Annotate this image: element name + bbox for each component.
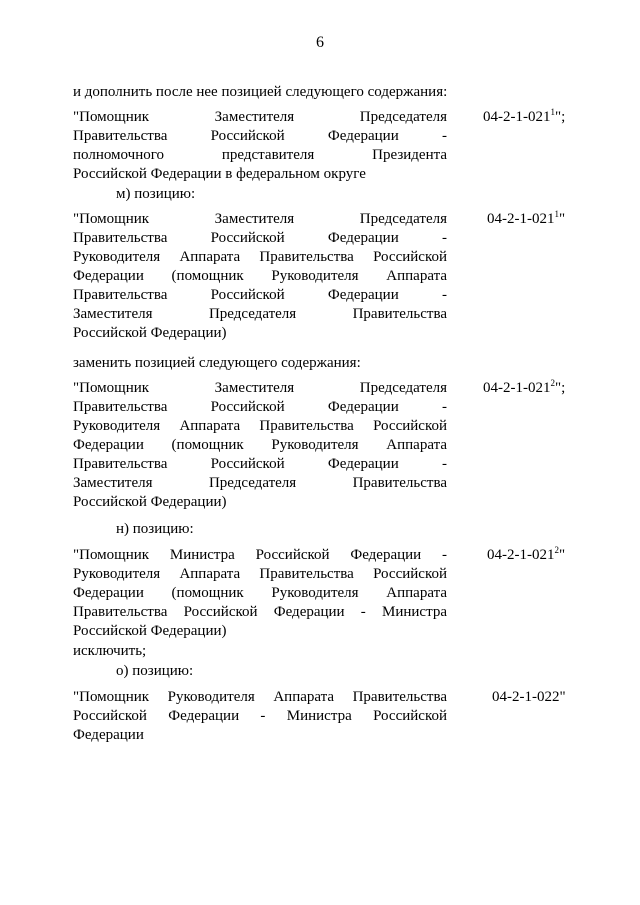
position-name (73, 108, 447, 184)
position-name-line: Российской Федерации) (73, 494, 227, 510)
position-name-line: "Помощник Заместителя Председателя (73, 380, 447, 396)
position-name-line: Федерации (помощник Руководителя Аппарата (73, 437, 447, 453)
position-name-line: Правительства Российской Федерации - (73, 230, 447, 246)
position-name-line: "Помощник Руководителя Аппарата Правительства (73, 689, 447, 705)
code-suffix: "; (555, 109, 566, 125)
code-suffix: " (559, 211, 566, 227)
code-text: 04-2-1-021 (487, 211, 555, 227)
position-entry-3 (73, 379, 573, 512)
code-suffix: " (559, 547, 566, 563)
item-m: м) позицию: (116, 186, 196, 202)
code-superscript: 2 (554, 545, 559, 555)
position-name-line: Российской Федерации) (73, 325, 227, 341)
position-code (492, 688, 566, 707)
position-name-line: Правительства Российской Федерации - Министра (73, 604, 447, 620)
position-name-line: "Помощник Министра Российской Федерации - (73, 547, 447, 563)
position-name-line: Правительства Российской Федерации - (73, 128, 447, 144)
position-entry-1 (73, 108, 573, 184)
intro-paragraph: и дополнить после нее позицией следующего содержания: (73, 84, 448, 100)
position-name-line: Российской Федерации в федеральном округе (73, 166, 366, 182)
position-name (73, 210, 447, 343)
item-n: н) позицию: (116, 521, 194, 537)
code-text: 04-2-1-021 (487, 547, 555, 563)
position-name-line: Руководителя Аппарата Правительства Российской (73, 249, 447, 265)
code-superscript: 2 (550, 378, 555, 388)
position-name-line: Федерации (помощник Руководителя Аппарата (73, 268, 447, 284)
position-name-line: Руководителя Аппарата Правительства Российской (73, 418, 447, 434)
replace-paragraph: заменить позицией следующего содержания: (73, 355, 361, 371)
code-text: 04-2-1-021 (483, 380, 551, 396)
position-entry-2 (73, 210, 573, 343)
position-name-line: Федерации (73, 727, 144, 743)
position-name-line: Федерации (помощник Руководителя Аппарата (73, 585, 447, 601)
position-code (483, 379, 565, 398)
position-name-line: Правительства Российской Федерации - (73, 456, 447, 472)
position-name-line: Российской Федерации - Министра Российской (73, 708, 447, 724)
exclude-paragraph: исключить; (73, 643, 147, 659)
position-name-line: Правительства Российской Федерации - (73, 287, 447, 303)
code-superscript: 1 (554, 209, 559, 219)
position-name-line: "Помощник Заместителя Председателя (73, 109, 447, 125)
position-name (73, 546, 447, 641)
position-code (487, 546, 565, 565)
position-entry-5 (73, 688, 573, 745)
code-suffix: "; (555, 380, 566, 396)
position-name (73, 379, 447, 512)
position-code (483, 108, 565, 127)
position-name-line: Заместителя Председателя Правительства (73, 475, 447, 491)
code-text: 04-2-1-022" (492, 689, 566, 705)
position-name (73, 688, 447, 745)
item-o: о) позицию: (116, 663, 194, 679)
position-name-line: Правительства Российской Федерации - (73, 399, 447, 415)
code-superscript: 1 (550, 107, 555, 117)
position-name-line: Российской Федерации) (73, 623, 227, 639)
position-name-line: "Помощник Заместителя Председателя (73, 211, 447, 227)
code-text: 04-2-1-021 (483, 109, 551, 125)
page-number: 6 (316, 34, 324, 51)
position-name-line: Заместителя Председателя Правительства (73, 306, 447, 322)
position-code (487, 210, 565, 229)
position-name-line: Руководителя Аппарата Правительства Российской (73, 566, 447, 582)
position-entry-4 (73, 546, 573, 641)
position-name-line: полномочного представителя Президента (73, 147, 447, 163)
